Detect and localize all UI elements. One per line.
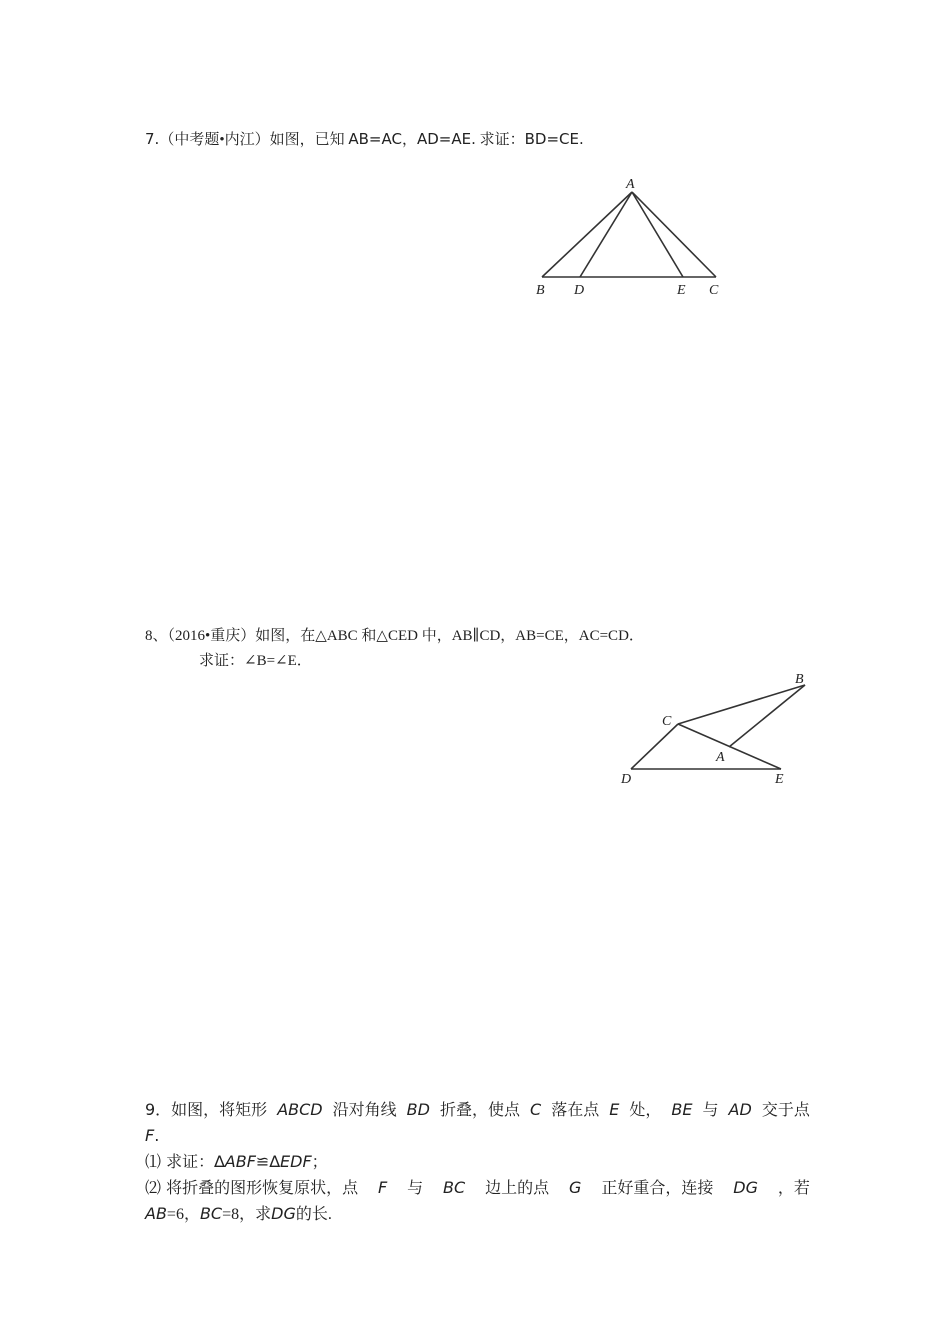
q7-prove-label: 求证： <box>475 132 525 148</box>
q9-l1-t5: 处， <box>629 1100 662 1119</box>
q9-l1-v6: AD <box>728 1100 752 1119</box>
q9-l1-t4: 落在点 <box>551 1100 600 1119</box>
q7-comma: ， <box>401 130 417 148</box>
question-9-line-2 <box>145 1123 810 1149</box>
q7-label-E: E <box>677 283 686 298</box>
q9-l1-v2: BD <box>406 1100 430 1119</box>
q7-segment-AC <box>632 192 716 277</box>
q9-p2-v3: G <box>569 1178 582 1197</box>
q7-condition-2: AD=AE <box>416 130 472 148</box>
q9-p2b-v2: BC <box>199 1204 223 1223</box>
question-9-part-2 <box>145 1175 810 1201</box>
q9-l1-t6: 与 <box>702 1100 719 1119</box>
q9-p2b-v1: AB <box>145 1204 167 1223</box>
q9-p1-v1: ABF <box>224 1152 256 1171</box>
q9-p2b-t2: =8，求 <box>222 1206 272 1223</box>
q9-p1-v2: EDF <box>280 1152 312 1171</box>
q8-segment-BA <box>729 685 805 747</box>
q8-label-D: D <box>621 772 632 787</box>
q7-period: . <box>471 130 476 148</box>
q9-l1-v1: ABCD <box>277 1100 323 1119</box>
q8-label-C: C <box>662 714 672 729</box>
q7-label-A: A <box>626 177 635 192</box>
question-7-text <box>145 129 584 150</box>
q9-p2-t4: 正好重合，连接 <box>601 1178 714 1197</box>
q9-p1-t2: ∆ <box>214 1152 225 1171</box>
q9-l1-t7: 交于点 <box>761 1100 810 1119</box>
q9-p2-v1: F <box>378 1178 388 1197</box>
q8-label-A: A <box>716 750 725 765</box>
q8-segment-CE <box>678 724 781 769</box>
q9-p1-t4: ∆ <box>269 1152 281 1171</box>
q7-label-D: D <box>574 283 585 298</box>
q9-p1-t5: ； <box>311 1152 328 1171</box>
q7-goal: BD=CE <box>524 130 579 148</box>
q8-segment-CD <box>631 724 678 769</box>
q9-l1-v3: C <box>530 1100 542 1119</box>
q9-p1-t3: ≌ <box>255 1152 270 1171</box>
question-8-prove: 求证：∠B=∠E． <box>199 653 312 669</box>
q9-p2b-t1: =6， <box>166 1206 200 1223</box>
question-8-text <box>145 626 644 646</box>
q7-segment-AE <box>632 192 683 277</box>
q8-segment-CB <box>678 685 805 724</box>
q8-source: （2016•重庆） <box>167 628 256 644</box>
q9-p2-t1: ⑵ 将折叠的图形恢复原状，点 <box>145 1178 359 1197</box>
q9-p2-v2: BC <box>443 1178 466 1197</box>
q7-source: （中考题•内江） <box>159 132 270 148</box>
question-9-part-1 <box>145 1149 810 1175</box>
q9-l1-t1: 9．如图，将矩形 <box>145 1100 268 1119</box>
q8-label-E: E <box>775 772 784 787</box>
q9-l2-t1: . <box>154 1126 160 1145</box>
q8-triangle-figure <box>615 668 815 793</box>
q9-l1-v5: BE <box>671 1100 693 1119</box>
q9-p2b-t3: 的长. <box>295 1206 332 1223</box>
q9-p2-t5: ，若 <box>777 1178 810 1197</box>
question-9-line-1 <box>145 1097 810 1123</box>
q9-l1-t3: 折叠，使点 <box>439 1100 520 1119</box>
q7-label-C: C <box>709 283 719 298</box>
q7-end: . <box>579 130 584 148</box>
q7-condition-1: AB=AC <box>348 130 402 148</box>
q7-text-a: 如图，已知 <box>269 132 349 148</box>
q7-number: 7. <box>145 130 160 148</box>
q9-p2b-v3: DG <box>271 1204 296 1223</box>
question-9-part-2b <box>145 1201 810 1228</box>
q8-number: 8、 <box>145 628 168 644</box>
q8-statement: 如图，在△ABC 和△CED 中，AB∥CD，AB=CE，AC=CD． <box>255 628 644 644</box>
q9-p2-v4: DG <box>733 1178 758 1197</box>
q9-p2-t3: 边上的点 <box>485 1178 550 1197</box>
q8-label-B: B <box>795 672 804 687</box>
q9-l1-t2: 沿对角线 <box>332 1100 397 1119</box>
q7-label-B: B <box>536 283 545 298</box>
q9-p1-t1: ⑴ 求证： <box>145 1152 215 1171</box>
q9-p2-t2: 与 <box>407 1178 424 1197</box>
q7-triangle-figure <box>530 170 730 300</box>
q9-l2-v1: F <box>145 1126 155 1145</box>
q9-l1-v4: E <box>609 1100 620 1119</box>
